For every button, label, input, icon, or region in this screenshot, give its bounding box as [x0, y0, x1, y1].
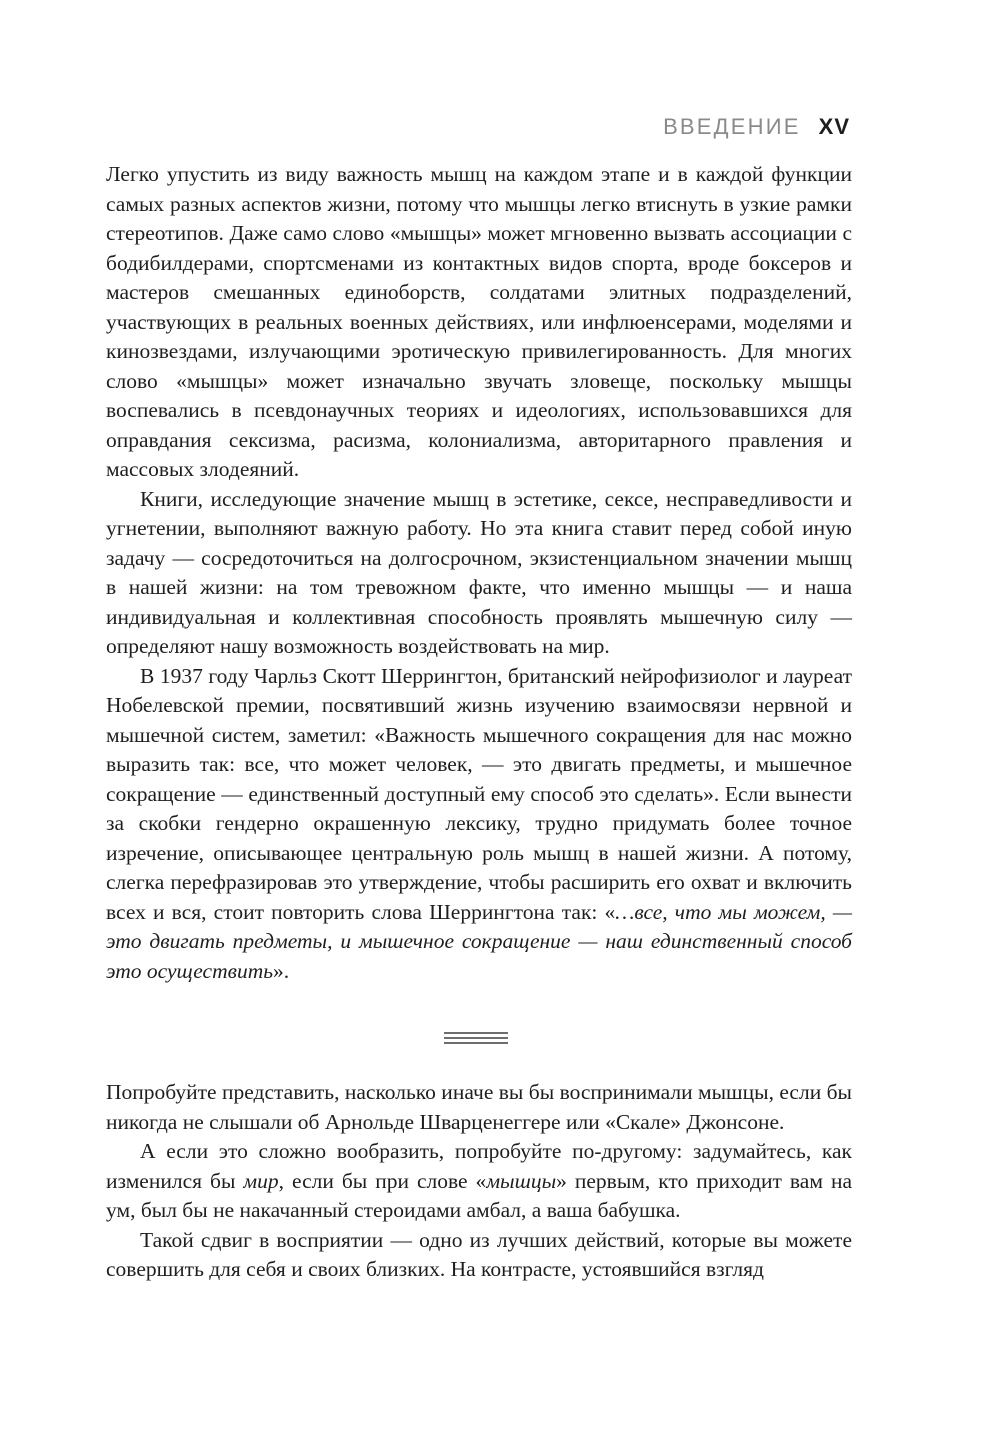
section-title: ВВЕДЕНИЕ	[663, 114, 801, 139]
paragraph: Попробуйте представить, насколько иначе вы бы воспринимали мышцы, если бы никогда не слышали об Арнольде Шварценеггере или «Скале» Джонсоне.	[106, 1080, 852, 1134]
italic-quote: …все, что мы можем, — это двигать предметы, и мышечное сокращение — наш единственный способ это осуществить	[106, 899, 852, 983]
paragraph: Книги, исследующие значение мышц в эстетике, сексе, несправедливости и угнетении, выполняют важную работу. Но эта книга ставит перед собой иную задачу — сосредоточиться на долгосрочном, экзистенциальном значении мышц в нашей жизни: на том тревожном факте, что именно мышцы — и наша индивидуальная и коллективная способность проявлять мышечную силу — определяют нашу возможность воздействовать на мир.	[106, 486, 852, 658]
paragraph-with-quote	[106, 662, 852, 987]
ornament-line	[444, 1042, 508, 1044]
paragraph-text: В 1937 году Чарльз Скотт Шеррингтон, британский нейрофизиолог и лауреат Нобелевской премии, посвятивший жизнь изучению взаимосвязи нервной и мышечной систем, заметил: «Важность мышечного сокращения для нас можно выразить так: все, что может человек, — это двигать предметы, и мышечное сокращение — единственный доступный ему способ это сделать». Если вынести за скобки гендерно окрашенную лексику, трудно придумать более точное изречение, описывающее центральную роль мышц в нашей жизни. А потому, слегка перефразировав это утверждение, чтобы расширить его охват и включить всех и вся, стоит повторить слова Шеррингтона так: «	[106, 663, 852, 924]
ornament-line	[444, 1032, 508, 1034]
paragraph-text: , если бы при слове «	[278, 1168, 487, 1193]
body-text-bottom	[106, 1078, 852, 1285]
page-number: XV	[818, 114, 850, 139]
italic-word: мир	[243, 1168, 279, 1193]
ornament-line	[444, 1037, 508, 1039]
paragraph: Такой сдвиг в восприятии — одно из лучших действий, которые вы можете совершить для себя и своих близких. На контрасте, устоявшийся взгляд	[106, 1227, 852, 1281]
paragraph-with-emphasis	[106, 1137, 852, 1226]
paragraph-text: А если это сложно вообразить, попробуйте по-другому: задумайтесь, как изменился бы	[106, 1139, 852, 1193]
italic-word: мышцы	[486, 1168, 557, 1193]
quote-end: ».	[273, 958, 290, 983]
paragraph-text: » первым, кто приходит вам на ум, был бы не накачанный стероидами амбал, а ваша бабушка.	[106, 1168, 852, 1222]
section-break-ornament	[444, 1032, 508, 1047]
running-head	[663, 112, 850, 142]
body-text-top	[106, 160, 852, 986]
paragraph: Легко упустить из виду важность мышц на каждом этапе и в каждой функции самых разных аспектов жизни, потому что мышцы легко втиснуть в узкие рамки стереотипов. Даже само слово «мышцы» может мгновенно вызвать ассоциации с бодибилдерами, спортсменами из контактных видов спорта, вроде боксеров и мастеров смешанных единоборств, солдатами элитных подразделений, участвующих в реальных военных действиях, или инфлюенсерами, моделями и кинозвездами, излучающими эротическую привилегированность. Для многих слово «мышцы» может изначально звучать зловеще, поскольку мышцы воспевались в псевдонаучных теориях и идеологиях, использовавшихся для оправдания сексизма, расизма, колониализма, авторитарного правления и массовых злодеяний.	[106, 162, 852, 481]
